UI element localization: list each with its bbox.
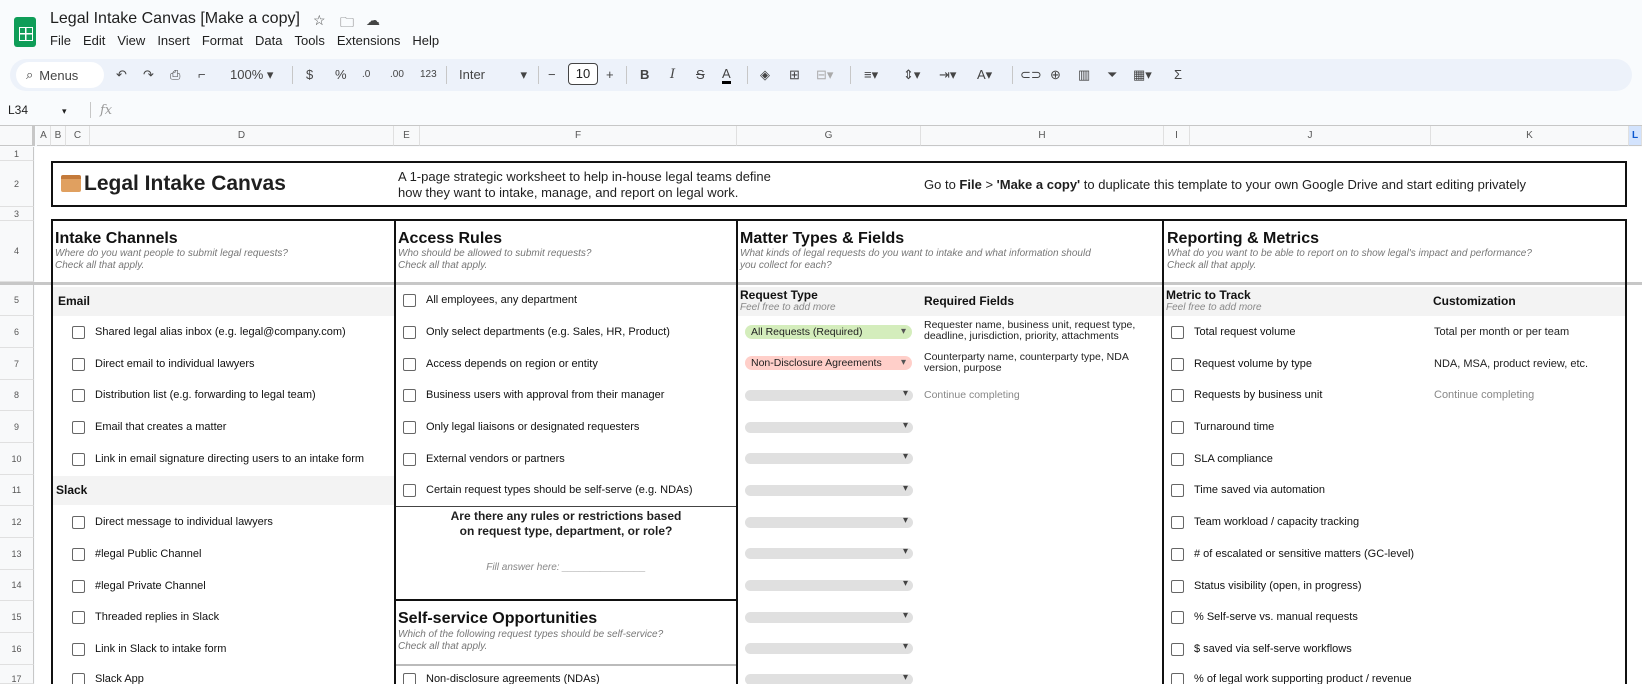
checkbox[interactable]: [1171, 484, 1184, 497]
option-label: % of legal work supporting product / revenue: [1194, 673, 1412, 684]
column-header-j[interactable]: J: [1190, 126, 1431, 146]
column-header-d[interactable]: D: [90, 126, 394, 146]
banner-desc-line-2: how they want to intake, manage, and report on legal work.: [398, 185, 739, 200]
text-wrap-icon[interactable]: ⇥▾: [939, 67, 957, 82]
reporting-sub-2: Check all that apply.: [1167, 260, 1257, 271]
option-label: #legal Public Channel: [95, 548, 202, 560]
intake-sub-2: Check all that apply.: [55, 260, 145, 271]
intake-email-option[interactable]: [72, 450, 364, 468]
banner-desc-line-1: A 1-page strategic worksheet to help in-house legal teams define: [398, 169, 771, 184]
checkbox[interactable]: [1171, 453, 1184, 466]
intake-slack-option[interactable]: [72, 577, 206, 595]
checkbox[interactable]: [1171, 326, 1184, 339]
row-header[interactable]: 12: [0, 506, 34, 538]
access-panel: [394, 219, 738, 601]
paint-format-icon[interactable]: ⌐: [198, 67, 206, 82]
row-header[interactable]: 4: [0, 221, 34, 282]
menu-extensions[interactable]: Extensions: [336, 33, 401, 48]
checkbox[interactable]: [403, 673, 416, 684]
option-label: Only select departments (e.g. Sales, HR, Product): [426, 326, 670, 338]
checkbox[interactable]: [72, 421, 85, 434]
search-icon: ⌕: [26, 67, 34, 82]
column-header-c[interactable]: C: [66, 126, 90, 146]
access-subtitle: [398, 248, 591, 272]
matter-sub-2: you collect for each?: [740, 260, 832, 271]
font-select[interactable]: [459, 66, 527, 84]
selfserve-sub-1: Which of the following request types should be self-service?: [398, 629, 664, 640]
toolbar-divider: [446, 66, 447, 84]
request-type-dropdown[interactable]: [745, 390, 913, 401]
request-type-dropdown[interactable]: [745, 612, 913, 623]
option-label: Business users with approval from their manager: [426, 389, 665, 401]
access-question-1: Are there any rules or restrictions based: [450, 509, 682, 523]
request-type-dropdown[interactable]: [745, 422, 913, 433]
customization-header: Customization: [1431, 287, 1625, 316]
menu-data[interactable]: Data: [255, 33, 283, 48]
intake-slack-option[interactable]: [72, 545, 201, 563]
email-section-header: Email: [53, 287, 394, 316]
insert-comment-icon[interactable]: ⊕: [1050, 67, 1061, 82]
copy-mid: >: [981, 177, 997, 192]
checkbox[interactable]: [1171, 643, 1184, 656]
matter-title: Matter Types & Fields: [740, 230, 905, 247]
access-option[interactable]: [403, 386, 664, 404]
request-type-dropdown[interactable]: [745, 517, 913, 528]
column-header-k[interactable]: K: [1431, 126, 1629, 146]
selfserve-subtitle: [398, 629, 663, 653]
row-header[interactable]: 17: [0, 665, 34, 684]
menu-insert[interactable]: Insert: [157, 33, 190, 48]
option-label: Slack App: [95, 673, 144, 684]
metric-header: [1164, 287, 1431, 316]
access-option[interactable]: [403, 291, 577, 309]
metric-option[interactable]: [1171, 386, 1322, 404]
italic-button[interactable]: I: [670, 67, 676, 82]
menu-help[interactable]: Help: [412, 33, 440, 48]
checkbox[interactable]: [72, 453, 85, 466]
menu-bar: [44, 31, 445, 50]
checkbox[interactable]: [72, 516, 85, 529]
customization-placeholder[interactable]: Continue completing: [1434, 389, 1535, 401]
row-header[interactable]: 8: [0, 380, 34, 411]
checkbox[interactable]: [1171, 548, 1184, 561]
checkbox[interactable]: [403, 421, 416, 434]
access-title: Access Rules: [398, 230, 503, 247]
checkbox[interactable]: [72, 389, 85, 402]
option-label: #legal Private Channel: [95, 580, 206, 592]
toolbar-divider: [747, 66, 748, 84]
request-type-header: [738, 287, 922, 316]
menu-file[interactable]: File: [50, 33, 71, 48]
required-fields-value[interactable]: Requester name, business unit, request type, deadline, jurisdiction, priority, attachments: [924, 319, 1136, 342]
text-color-icon[interactable]: A: [722, 66, 731, 84]
row-header[interactable]: 7: [0, 348, 34, 380]
required-fields-placeholder[interactable]: Continue completing: [924, 389, 1020, 401]
star-icon[interactable]: ☆: [313, 12, 326, 28]
insert-chart-icon[interactable]: ▥: [1078, 67, 1091, 82]
checkbox[interactable]: [1171, 358, 1184, 371]
customization-value[interactable]: Total per month or per team: [1434, 326, 1570, 338]
document-title[interactable]: Legal Intake Canvas [Make a copy]: [50, 10, 300, 27]
option-label: Link in email signature directing users to an intake form: [95, 453, 365, 465]
copy-post: to duplicate this template to your own Google Drive and start editing privately: [1080, 177, 1527, 192]
checkbox[interactable]: [72, 326, 85, 339]
banner-title: Legal Intake Canvas: [84, 172, 286, 195]
toolbar-divider: [292, 66, 293, 84]
metric-option[interactable]: [1171, 513, 1359, 531]
copy-make: 'Make a copy': [996, 177, 1081, 192]
checkbox[interactable]: [1171, 580, 1184, 593]
column-header-h[interactable]: H: [921, 126, 1164, 146]
request-type-dropdown[interactable]: [745, 485, 913, 496]
option-label: Non-disclosure agreements (NDAs): [426, 673, 600, 684]
copy-file: File: [959, 177, 982, 192]
intake-slack-option[interactable]: [72, 640, 226, 658]
option-label: Threaded replies in Slack: [95, 611, 220, 623]
checkbox[interactable]: [1171, 421, 1184, 434]
intake-subtitle: [55, 248, 288, 272]
selfserve-option[interactable]: [403, 670, 600, 684]
name-box[interactable]: L34 ▾: [8, 103, 67, 117]
option-label: Turnaround time: [1194, 421, 1275, 433]
access-question: [396, 509, 736, 539]
access-sub-1: Who should be allowed to submit requests?: [398, 248, 592, 259]
bold-button[interactable]: B: [640, 67, 650, 82]
request-type-dropdown[interactable]: [745, 548, 913, 559]
menu-tools[interactable]: Tools: [294, 33, 325, 48]
column-header-l[interactable]: L: [1629, 126, 1642, 146]
option-label: All employees, any department: [426, 294, 578, 306]
row-header[interactable]: 15: [0, 601, 34, 633]
checkbox[interactable]: [403, 326, 416, 339]
slack-section-header: Slack: [53, 476, 394, 505]
option-label: Total request volume: [1194, 326, 1296, 338]
menu-format[interactable]: Format: [201, 33, 243, 48]
row-header[interactable]: 9: [0, 411, 34, 443]
metric-sub: Feel free to add more: [1166, 302, 1262, 313]
checkbox[interactable]: [1171, 516, 1184, 529]
metric-option[interactable]: [1171, 450, 1273, 468]
column-header-e[interactable]: E: [394, 126, 420, 146]
access-option[interactable]: [403, 418, 639, 436]
toolbar-divider: [626, 66, 627, 84]
checkbox[interactable]: [1171, 611, 1184, 624]
zoom-value: 100%: [230, 67, 264, 82]
intake-email-option[interactable]: [72, 386, 316, 404]
metric-option[interactable]: [1171, 481, 1325, 499]
font-value: Inter: [459, 67, 486, 82]
text-rotation-icon[interactable]: A▾: [977, 67, 993, 82]
intake-email-option[interactable]: [72, 323, 346, 341]
request-type-dropdown[interactable]: [745, 580, 913, 591]
checkbox[interactable]: [403, 294, 416, 307]
cell-reference: L34: [8, 103, 29, 117]
formula-divider: [90, 102, 91, 118]
metric-option[interactable]: [1171, 640, 1352, 658]
option-label: Link in Slack to intake form: [95, 643, 227, 655]
checkbox[interactable]: [1171, 673, 1184, 684]
toolbar-divider: [538, 66, 539, 84]
checkbox[interactable]: [403, 453, 416, 466]
option-label: Shared legal alias inbox (e.g. legal@company.com): [95, 326, 346, 338]
request-type-dropdown[interactable]: [745, 674, 913, 684]
checkbox[interactable]: [72, 358, 85, 371]
functions-button[interactable]: Σ: [1174, 67, 1183, 82]
access-fill-answer[interactable]: Fill answer here: _______________: [486, 562, 646, 573]
fill-color-icon[interactable]: ◈: [760, 67, 770, 82]
checkbox[interactable]: [72, 611, 85, 624]
checkbox[interactable]: [1171, 389, 1184, 402]
access-question-2: on request type, department, or role?: [459, 524, 673, 538]
column-header-i[interactable]: I: [1164, 126, 1190, 146]
row-header[interactable]: 16: [0, 633, 34, 665]
option-label: SLA compliance: [1194, 453, 1273, 465]
font-size-input[interactable]: 10: [568, 63, 598, 85]
row-header[interactable]: 11: [0, 475, 34, 506]
metric-option[interactable]: [1171, 355, 1312, 373]
row-header[interactable]: 14: [0, 570, 34, 601]
filter-icon[interactable]: ⏷: [1107, 67, 1118, 82]
request-type-chip[interactable]: All Requests (Required) ▾: [745, 325, 912, 339]
option-label: Status visibility (open, in progress): [1194, 580, 1362, 592]
intake-slack-option[interactable]: [72, 513, 273, 531]
customization-value[interactable]: NDA, MSA, product review, etc.: [1434, 358, 1589, 370]
matter-subtitle: [740, 248, 1091, 272]
number-format-button[interactable]: 123: [420, 69, 437, 80]
checkbox[interactable]: [72, 673, 85, 684]
metric-option[interactable]: [1171, 670, 1412, 684]
reporting-subtitle: [1167, 248, 1532, 272]
column-header-g[interactable]: G: [737, 126, 921, 146]
access-divider: [396, 506, 736, 507]
selfserve-title: Self-service Opportunities: [398, 610, 598, 627]
move-folder-icon[interactable]: 🗀: [340, 14, 354, 30]
checkbox[interactable]: [72, 548, 85, 561]
option-label: % Self-serve vs. manual requests: [1194, 611, 1358, 623]
option-label: Email that creates a matter: [95, 421, 227, 433]
formula-fx-icon[interactable]: fx: [100, 103, 113, 118]
access-option[interactable]: [403, 450, 565, 468]
selfserve-divider: [396, 664, 736, 666]
row-header[interactable]: 10: [0, 443, 34, 475]
cloud-status-icon[interactable]: ☁: [366, 12, 380, 28]
option-label: Requests by business unit: [1194, 389, 1323, 401]
strikethrough-icon[interactable]: S: [696, 67, 705, 82]
menu-edit[interactable]: Edit: [82, 33, 106, 48]
font-size-increase[interactable]: +: [606, 67, 614, 82]
checkbox[interactable]: [403, 484, 416, 497]
intake-email-option[interactable]: [72, 418, 226, 436]
briefcase-icon: [61, 175, 81, 192]
row-header[interactable]: 13: [0, 538, 34, 570]
option-label: Time saved via automation: [1194, 484, 1326, 496]
row-header[interactable]: 2: [0, 161, 34, 207]
option-label: Only legal liaisons or designated requesters: [426, 421, 640, 433]
request-type-sub: Feel free to add more: [740, 302, 836, 313]
option-label: Access depends on region or entity: [426, 358, 598, 370]
vertical-align-icon[interactable]: ⇕▾: [903, 67, 921, 82]
option-label: Team workload / capacity tracking: [1194, 516, 1360, 528]
currency-button[interactable]: $: [306, 67, 314, 82]
metric-option[interactable]: [1171, 545, 1414, 563]
request-type-dropdown[interactable]: [745, 453, 913, 464]
row-header[interactable]: 5: [0, 285, 34, 316]
percent-button[interactable]: %: [335, 67, 347, 82]
chevron-down-icon: ▾: [520, 67, 527, 82]
borders-icon[interactable]: ⊞: [789, 67, 800, 82]
metric-option[interactable]: [1171, 577, 1362, 595]
option-label: # of escalated or sensitive matters (GC-level): [1194, 548, 1415, 560]
reporting-title: Reporting & Metrics: [1167, 230, 1320, 247]
align-left-icon[interactable]: ≡▾: [864, 67, 879, 82]
metric-option[interactable]: [1171, 323, 1296, 341]
access-option[interactable]: [403, 323, 670, 341]
option-label: Request volume by type: [1194, 358, 1313, 370]
undo-icon[interactable]: ↶: [116, 67, 127, 82]
merge-cells-icon[interactable]: ⊟▾: [816, 67, 834, 82]
search-label: Menus: [39, 67, 79, 83]
intake-email-option[interactable]: [72, 355, 255, 373]
copy-pre: Go to: [924, 177, 960, 192]
access-option[interactable]: [403, 355, 598, 373]
intake-sub-1: Where do you want people to submit legal requests?: [55, 248, 288, 259]
row-header[interactable]: 6: [0, 316, 34, 348]
metric-label: Metric to Track: [1166, 288, 1251, 302]
column-header-a[interactable]: A: [37, 126, 51, 146]
copy-instructions: [924, 177, 1526, 192]
metric-option[interactable]: [1171, 608, 1358, 626]
access-sub-2: Check all that apply.: [398, 260, 488, 271]
matter-sub-1: What kinds of legal requests do you want to intake and what information should: [740, 248, 1091, 259]
option-label: $ saved via self-serve workflows: [1194, 643, 1352, 655]
checkbox[interactable]: [403, 389, 416, 402]
column-header-b[interactable]: B: [51, 126, 66, 146]
banner-description: [398, 169, 771, 201]
option-label: Certain request types should be self-serve (e.g. NDAs): [426, 484, 693, 496]
request-type-dropdown[interactable]: [745, 643, 913, 654]
checkbox[interactable]: [72, 580, 85, 593]
required-fields-value[interactable]: Counterparty name, counterparty type, NDA version, purpose: [924, 351, 1129, 374]
selfserve-sub-2: Check all that apply.: [398, 641, 488, 652]
checkbox[interactable]: [403, 358, 416, 371]
redo-icon[interactable]: ↷: [143, 67, 154, 82]
insert-link-icon[interactable]: ⊂⊃: [1020, 67, 1042, 82]
intake-title: Intake Channels: [55, 230, 178, 247]
option-label: External vendors or partners: [426, 453, 565, 465]
print-icon[interactable]: ⎙: [170, 67, 181, 82]
filter-views-icon[interactable]: ▦▾: [1133, 67, 1152, 82]
row-header[interactable]: 3: [0, 207, 34, 221]
increase-decimal-button[interactable]: .00: [390, 69, 404, 80]
row-header[interactable]: 1: [0, 147, 34, 161]
access-option[interactable]: [403, 481, 693, 499]
zoom-select[interactable]: 100% ▾: [230, 67, 274, 82]
intake-slack-option[interactable]: [72, 670, 144, 684]
request-type-chip[interactable]: Non-Disclosure Agreements ▾: [745, 356, 912, 370]
checkbox[interactable]: [72, 643, 85, 656]
decrease-decimal-button[interactable]: .0: [362, 69, 371, 80]
font-size-decrease[interactable]: −: [548, 67, 556, 82]
menu-view[interactable]: View: [117, 33, 146, 48]
required-fields-header: Required Fields: [922, 287, 1162, 316]
menu-search[interactable]: [16, 62, 104, 88]
request-type-label: Request Type: [740, 288, 818, 302]
sheets-logo-icon[interactable]: [14, 17, 36, 47]
option-label: Direct email to individual lawyers: [95, 358, 255, 370]
reporting-sub-1: What do you want to be able to report on to show legal's impact and performance?: [1167, 248, 1532, 259]
column-header-f[interactable]: F: [420, 126, 737, 146]
option-label: Direct message to individual lawyers: [95, 516, 273, 528]
toolbar-divider: [850, 66, 851, 84]
intake-slack-option[interactable]: [72, 608, 219, 626]
toolbar-divider: [1012, 66, 1013, 84]
select-all-corner[interactable]: [0, 126, 35, 146]
metric-option[interactable]: [1171, 418, 1274, 436]
option-label: Distribution list (e.g. forwarding to legal team): [95, 389, 316, 401]
